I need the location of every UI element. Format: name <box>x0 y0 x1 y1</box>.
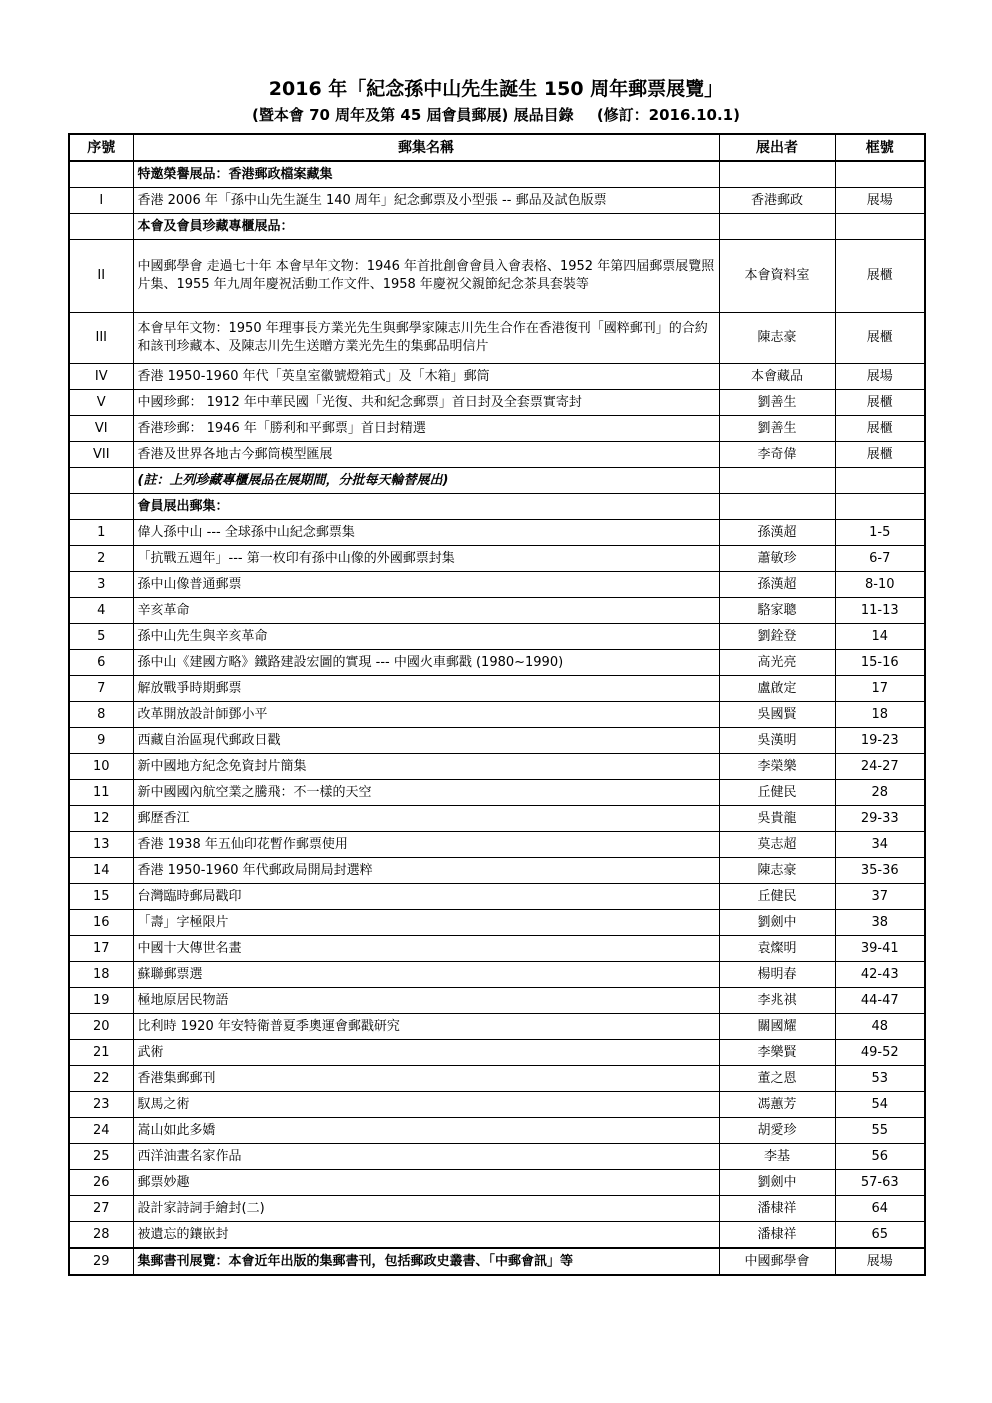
cell-frame: 64 <box>835 1196 925 1222</box>
cell-collection-name: 台灣臨時郵局戳印 <box>133 884 719 910</box>
cell-number: 27 <box>69 1196 133 1222</box>
cell-collection-name: 偉人孫中山 --- 全球孫中山紀念郵票集 <box>133 520 719 546</box>
header-number: 序號 <box>69 134 133 161</box>
cell-exhibitor: 駱家聰 <box>719 598 835 624</box>
cell-collection-name: 會員展出郵集： <box>133 494 719 520</box>
cell-number: 15 <box>69 884 133 910</box>
cell-number: 25 <box>69 1144 133 1170</box>
cell-number: 5 <box>69 624 133 650</box>
cell-number: 2 <box>69 546 133 572</box>
cell-collection-name: 香港 1950-1960 年代「英皇室徽號燈箱式」及「木箱」郵筒 <box>133 364 719 390</box>
cell-collection-name: 「抗戰五週年」--- 第一枚印有孫中山像的外國郵票封集 <box>133 546 719 572</box>
table-row <box>69 416 925 442</box>
table-row <box>69 650 925 676</box>
header-exhibitor: 展出者 <box>719 134 835 161</box>
cell-collection-name: 香港 1950-1960 年代郵政局開局封選粹 <box>133 858 719 884</box>
cell-exhibitor: 本會資料室 <box>719 240 835 313</box>
table-row <box>69 364 925 390</box>
cell-collection-name: 香港珍郵： 1946 年「勝利和平郵票」首日封精選 <box>133 416 719 442</box>
cell-frame: 展場 <box>835 1248 925 1275</box>
header-frame: 框號 <box>835 134 925 161</box>
cell-frame: 42-43 <box>835 962 925 988</box>
cell-collection-name: 設計家詩詞手繪封(二) <box>133 1196 719 1222</box>
cell-exhibitor: 丘健民 <box>719 884 835 910</box>
table-row <box>69 1118 925 1144</box>
table-row <box>69 546 925 572</box>
cell-exhibitor: 盧啟定 <box>719 676 835 702</box>
cell-collection-name: 香港 1938 年五仙印花暫作郵票使用 <box>133 832 719 858</box>
cell-number: I <box>69 188 133 214</box>
table-row <box>69 442 925 468</box>
cell-number: 24 <box>69 1118 133 1144</box>
table-row <box>69 1170 925 1196</box>
cell-collection-name: 孫中山《建國方略》鐵路建設宏圖的實現 --- 中國火車郵戳 (1980~1990) <box>133 650 719 676</box>
cell-collection-name: 郵歷香江 <box>133 806 719 832</box>
cell-exhibitor: 潘棣祥 <box>719 1196 835 1222</box>
table-row <box>69 1066 925 1092</box>
cell-number: VI <box>69 416 133 442</box>
cell-collection-name: 香港及世界各地古今郵筒模型匯展 <box>133 442 719 468</box>
cell-exhibitor: 蕭敏珍 <box>719 546 835 572</box>
cell-number: 22 <box>69 1066 133 1092</box>
cell-number: 21 <box>69 1040 133 1066</box>
cell-collection-name: (註：上列珍藏專櫃展品在展期間，分批每天輪替展出) <box>133 468 719 494</box>
cell-exhibitor: 潘棣祥 <box>719 1222 835 1249</box>
cell-exhibitor: 李奇偉 <box>719 442 835 468</box>
cell-exhibitor <box>719 468 835 494</box>
cell-frame: 28 <box>835 780 925 806</box>
cell-collection-name: 香港 2006 年「孫中山先生誕生 140 周年」紀念郵票及小型張 -- 郵品及試色版票 <box>133 188 719 214</box>
cell-exhibitor <box>719 161 835 188</box>
table-row <box>69 1092 925 1118</box>
cell-exhibitor: 胡愛珍 <box>719 1118 835 1144</box>
cell-frame: 1-5 <box>835 520 925 546</box>
cell-number: 6 <box>69 650 133 676</box>
cell-exhibitor: 關國耀 <box>719 1014 835 1040</box>
section-header-row <box>69 494 925 520</box>
cell-number: 29 <box>69 1248 133 1275</box>
cell-number: 18 <box>69 962 133 988</box>
cell-exhibitor: 吳國賢 <box>719 702 835 728</box>
catalogue-table <box>68 133 926 1276</box>
cell-exhibitor: 吳貴龍 <box>719 806 835 832</box>
table-header-row <box>69 134 925 161</box>
cell-number: 23 <box>69 1092 133 1118</box>
cell-collection-name: 孫中山像普通郵票 <box>133 572 719 598</box>
cell-number: 8 <box>69 702 133 728</box>
cell-number: III <box>69 313 133 364</box>
cell-frame: 55 <box>835 1118 925 1144</box>
table-row <box>69 676 925 702</box>
cell-exhibitor: 李兆祺 <box>719 988 835 1014</box>
table-row <box>69 702 925 728</box>
cell-exhibitor: 本會藏品 <box>719 364 835 390</box>
cell-frame: 15-16 <box>835 650 925 676</box>
cell-number: IV <box>69 364 133 390</box>
cell-frame: 展櫃 <box>835 240 925 313</box>
cell-exhibitor: 劉劍中 <box>719 1170 835 1196</box>
cell-frame: 展櫃 <box>835 442 925 468</box>
cell-exhibitor: 劉劍中 <box>719 910 835 936</box>
cell-number: II <box>69 240 133 313</box>
cell-collection-name: 中國郵學會 走過七十年 本會早年文物：1946 年首批創會會員入會表格、1952 年第四屆郵票展覽照片集、1955 年九周年慶祝活動工作文件、1958 年慶祝父親節紀念茶具套裝等 <box>133 240 719 313</box>
cell-collection-name: 中國珍郵： 1912 年中華民國「光復、共和紀念郵票」首日封及全套票實寄封 <box>133 390 719 416</box>
cell-frame: 展櫃 <box>835 390 925 416</box>
cell-exhibitor <box>719 214 835 240</box>
cell-collection-name: 孫中山先生與辛亥革命 <box>133 624 719 650</box>
cell-exhibitor: 楊明春 <box>719 962 835 988</box>
cell-frame: 65 <box>835 1222 925 1249</box>
header-collection-name: 郵集名稱 <box>133 134 719 161</box>
cell-exhibitor: 吳漢明 <box>719 728 835 754</box>
cell-exhibitor <box>719 494 835 520</box>
cell-number: 9 <box>69 728 133 754</box>
cell-number: 20 <box>69 1014 133 1040</box>
cell-exhibitor: 高光亮 <box>719 650 835 676</box>
cell-exhibitor: 劉善生 <box>719 390 835 416</box>
cell-exhibitor: 李基 <box>719 1144 835 1170</box>
table-row <box>69 1014 925 1040</box>
table-row <box>69 624 925 650</box>
cell-exhibitor: 孫漢超 <box>719 572 835 598</box>
cell-number: 16 <box>69 910 133 936</box>
cell-number <box>69 494 133 520</box>
cell-frame: 展櫃 <box>835 416 925 442</box>
table-row <box>69 858 925 884</box>
table-row <box>69 806 925 832</box>
cell-exhibitor: 劉善生 <box>719 416 835 442</box>
cell-frame <box>835 494 925 520</box>
cell-exhibitor: 莫志超 <box>719 832 835 858</box>
cell-collection-name: 嵩山如此多嬌 <box>133 1118 719 1144</box>
cell-frame: 19-23 <box>835 728 925 754</box>
cell-number: 14 <box>69 858 133 884</box>
cell-frame: 34 <box>835 832 925 858</box>
table-row <box>69 188 925 214</box>
cell-number <box>69 468 133 494</box>
table-row <box>69 598 925 624</box>
table-row <box>69 390 925 416</box>
cell-number: 12 <box>69 806 133 832</box>
cell-exhibitor: 陳志豪 <box>719 858 835 884</box>
cell-frame: 展櫃 <box>835 313 925 364</box>
cell-number: 11 <box>69 780 133 806</box>
table-row <box>69 572 925 598</box>
cell-exhibitor: 李樂賢 <box>719 1040 835 1066</box>
cell-exhibitor: 香港郵政 <box>719 188 835 214</box>
page-title: 2016 年「紀念孫中山先生誕生 150 周年郵票展覽」 <box>268 78 724 100</box>
cell-collection-name: 武術 <box>133 1040 719 1066</box>
cell-frame: 38 <box>835 910 925 936</box>
cell-frame: 8-10 <box>835 572 925 598</box>
table-body <box>69 161 925 1275</box>
table-row <box>69 1040 925 1066</box>
cell-number: 13 <box>69 832 133 858</box>
cell-frame: 37 <box>835 884 925 910</box>
cell-exhibitor: 丘健民 <box>719 780 835 806</box>
table-row <box>69 1248 925 1275</box>
cell-collection-name: 比利時 1920 年安特衛普夏季奧運會郵戳研究 <box>133 1014 719 1040</box>
cell-exhibitor: 孫漢超 <box>719 520 835 546</box>
cell-number: 4 <box>69 598 133 624</box>
cell-collection-name: 新中國地方紀念免資封片簡集 <box>133 754 719 780</box>
cell-frame: 49-52 <box>835 1040 925 1066</box>
cell-collection-name: 辛亥革命 <box>133 598 719 624</box>
cell-number: 26 <box>69 1170 133 1196</box>
cell-frame: 18 <box>835 702 925 728</box>
table-row <box>69 520 925 546</box>
cell-collection-name: 極地原居民物語 <box>133 988 719 1014</box>
table-row <box>69 884 925 910</box>
cell-frame: 48 <box>835 1014 925 1040</box>
cell-number <box>69 214 133 240</box>
table-row <box>69 1222 925 1249</box>
cell-frame <box>835 468 925 494</box>
cell-frame: 53 <box>835 1066 925 1092</box>
cell-number: 7 <box>69 676 133 702</box>
section-header-row <box>69 161 925 188</box>
cell-collection-name: 集郵書刊展覽：本會近年出版的集郵書刊，包括郵政史叢書、「中郵會訊」等 <box>133 1248 719 1275</box>
table-row <box>69 910 925 936</box>
table-row <box>69 1196 925 1222</box>
table-row <box>69 936 925 962</box>
cell-number: 28 <box>69 1222 133 1249</box>
cell-collection-name: 本會早年文物：1950 年理事長方業光先生與郵學家陳志川先生合作在香港復刊「國粹郵刊」的合約和該刊珍藏本、及陳志川先生送贈方業光先生的集郵品明信片 <box>133 313 719 364</box>
cell-collection-name: 西洋油畫名家作品 <box>133 1144 719 1170</box>
cell-number: V <box>69 390 133 416</box>
cell-number: 3 <box>69 572 133 598</box>
cell-frame: 44-47 <box>835 988 925 1014</box>
cell-number <box>69 161 133 188</box>
cell-collection-name: 本會及會員珍藏專櫃展品： <box>133 214 719 240</box>
cell-collection-name: 西藏自治區現代郵政日戳 <box>133 728 719 754</box>
cell-number: 10 <box>69 754 133 780</box>
table-row <box>69 240 925 313</box>
cell-collection-name: 「壽」字極限片 <box>133 910 719 936</box>
cell-frame: 17 <box>835 676 925 702</box>
table-row <box>69 728 925 754</box>
table-row <box>69 313 925 364</box>
cell-frame: 展場 <box>835 364 925 390</box>
table-row <box>69 832 925 858</box>
cell-exhibitor: 董之恩 <box>719 1066 835 1092</box>
cell-exhibitor: 李榮樂 <box>719 754 835 780</box>
cell-collection-name: 蘇聯郵票選 <box>133 962 719 988</box>
cell-number: VII <box>69 442 133 468</box>
cell-collection-name: 新中國國內航空業之騰飛：不一樣的天空 <box>133 780 719 806</box>
cell-frame: 54 <box>835 1092 925 1118</box>
cell-exhibitor: 馮蕙芳 <box>719 1092 835 1118</box>
note-row <box>69 468 925 494</box>
cell-frame: 35-36 <box>835 858 925 884</box>
cell-frame: 57-63 <box>835 1170 925 1196</box>
cell-number: 17 <box>69 936 133 962</box>
cell-frame: 24-27 <box>835 754 925 780</box>
cell-collection-name: 馭馬之術 <box>133 1092 719 1118</box>
cell-collection-name: 香港集郵郵刊 <box>133 1066 719 1092</box>
table-row <box>69 780 925 806</box>
table-row <box>69 962 925 988</box>
cell-frame <box>835 161 925 188</box>
cell-exhibitor: 陳志豪 <box>719 313 835 364</box>
cell-collection-name: 被遺忘的鑲嵌封 <box>133 1222 719 1249</box>
cell-collection-name: 中國十大傳世名畫 <box>133 936 719 962</box>
table-row <box>69 1144 925 1170</box>
cell-frame: 29-33 <box>835 806 925 832</box>
subtitle-text: (暨本會 70 周年及第 45 屆會員郵展) 展品目錄 <box>252 106 574 124</box>
page-subtitle <box>0 104 992 125</box>
cell-collection-name: 特邀榮譽展品：香港郵政檔案藏集 <box>133 161 719 188</box>
cell-frame: 39-41 <box>835 936 925 962</box>
cell-collection-name: 郵票妙趣 <box>133 1170 719 1196</box>
table-row <box>69 988 925 1014</box>
cell-exhibitor: 袁燦明 <box>719 936 835 962</box>
cell-exhibitor: 劉銓登 <box>719 624 835 650</box>
cell-number: 1 <box>69 520 133 546</box>
cell-exhibitor: 中國郵學會 <box>719 1248 835 1275</box>
cell-frame: 6-7 <box>835 546 925 572</box>
cell-collection-name: 解放戰爭時期郵票 <box>133 676 719 702</box>
cell-frame: 56 <box>835 1144 925 1170</box>
table-row <box>69 754 925 780</box>
section-header-row <box>69 214 925 240</box>
cell-number: 19 <box>69 988 133 1014</box>
cell-frame <box>835 214 925 240</box>
revision-date: (修訂：2016.10.1) <box>596 106 740 124</box>
cell-frame: 14 <box>835 624 925 650</box>
cell-collection-name: 改革開放設計師鄧小平 <box>133 702 719 728</box>
cell-frame: 展場 <box>835 188 925 214</box>
cell-frame: 11-13 <box>835 598 925 624</box>
